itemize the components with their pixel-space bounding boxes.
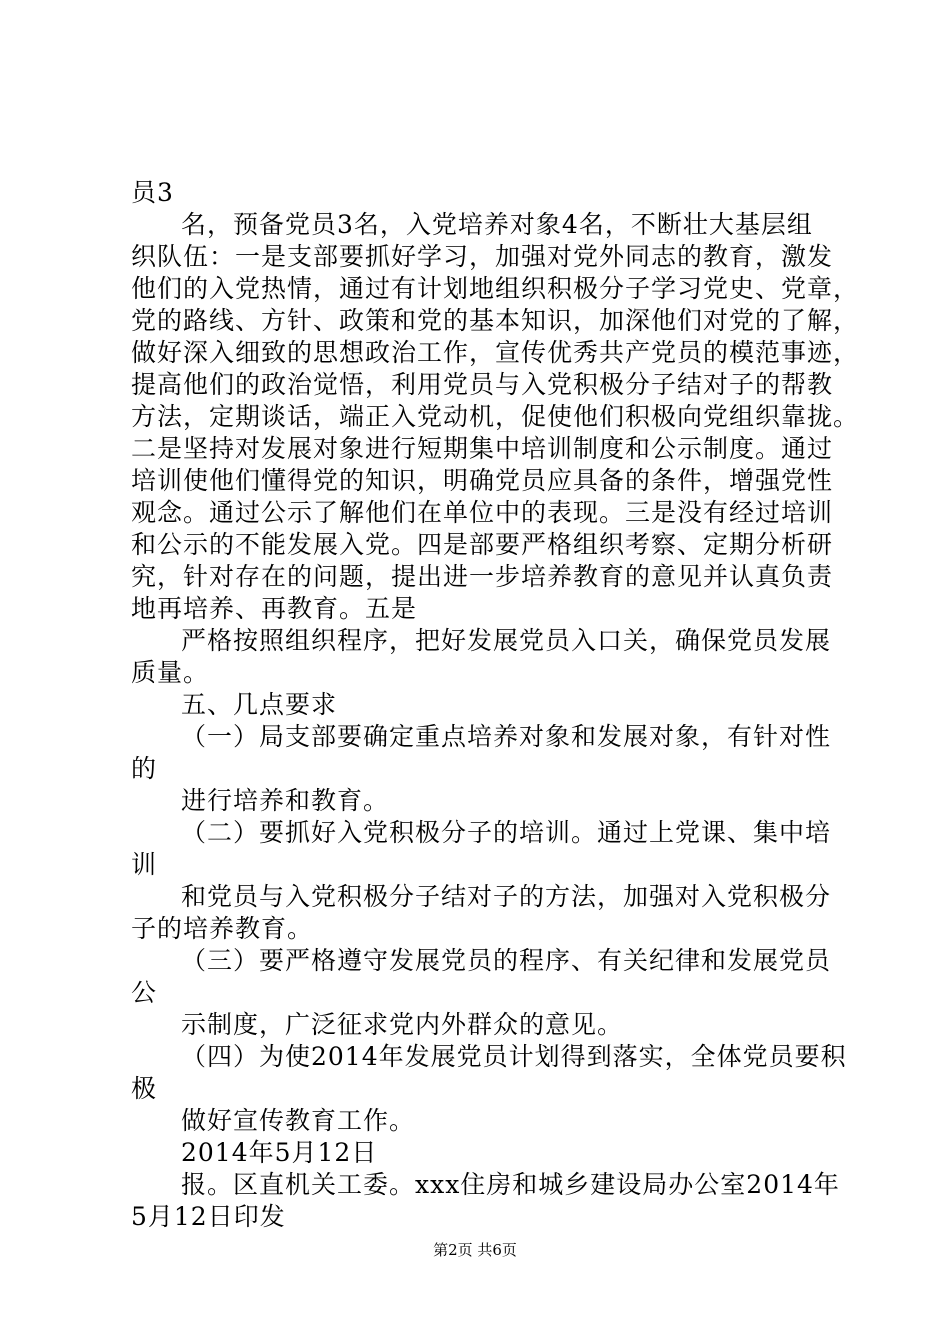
text-line: 和党员与入党积极分子结对子的方法，加强对入党积极分 [181,882,832,911]
text-line: 名，预备党员3名，入党培养对象4名，不断壮大基层组 [181,210,813,239]
text-line: 做好深入细致的思想政治工作，宣传优秀共产党员的模范事迹， [131,338,860,367]
text-line: 报。区直机关工委。xxx住房和城乡建设局办公室2014年 [181,1170,840,1199]
text-line: 进行培养和教育。 [181,786,390,815]
text-line: 党的路线、方针、政策和党的基本知识，加深他们对党的了解， [131,306,860,335]
text-line: （二）要抓好入党积极分子的培训。通过上党课、集中培 [181,818,832,847]
text-line: 地再培养、再教育。五是 [131,594,418,623]
text-line: 质量。 [131,658,210,687]
text-line: 极 [131,1074,158,1103]
text-line: （一）局支部要确定重点培养对象和发展对象，有针对性 [181,722,832,751]
text-line: 织队伍：一是支部要抓好学习，加强对党外同志的教育，激发 [131,242,834,271]
text-line: （三）要严格遵守发展党员的程序、有关纪律和发展党员 [181,946,832,975]
text-line: 的 [131,754,158,783]
text-line: 做好宣传教育工作。 [181,1106,416,1135]
text-line: 究，针对存在的问题，提出进一步培养教育的意见并认真负责 [131,562,834,591]
text-line: 和公示的不能发展入党。四是部要严格组织考察、定期分析研 [131,530,834,559]
date-line: 2014年5月12日 [181,1138,378,1167]
page-number-footer: 第2页 共6页 [433,1241,517,1259]
text-line: 示制度，广泛征求党内外群众的意见。 [181,1010,624,1039]
text-line: 5月12日印发 [131,1202,286,1231]
text-line: 训 [131,850,158,879]
text-line: 公 [131,978,158,1007]
text-line: 二是坚持对发展对象进行短期集中培训制度和公示制度。通过 [131,434,834,463]
section-heading: 五、几点要求 [181,690,338,719]
text-line: 他们的入党热情，通过有计划地组织积极分子学习党史、党章， [131,274,860,303]
text-line: 严格按照组织程序，把好发展党员入口关，确保党员发展 [181,626,832,655]
text-line: 员3 [131,178,174,207]
text-line: 提高他们的政治觉悟，利用党员与入党积极分子结对子的帮教 [131,370,834,399]
text-line: 观念。通过公示了解他们在单位中的表现。三是没有经过培训 [131,498,834,527]
text-line: （四）为使2014年发展党员计划得到落实，全体党员要积 [181,1042,847,1071]
text-line: 培训使他们懂得党的知识，明确党员应具备的条件，增强党性 [131,466,834,495]
text-line: 子的培养教育。 [131,914,314,943]
text-line: 方法，定期谈话，端正入党动机，促使他们积极向党组织靠拢。 [131,402,860,431]
